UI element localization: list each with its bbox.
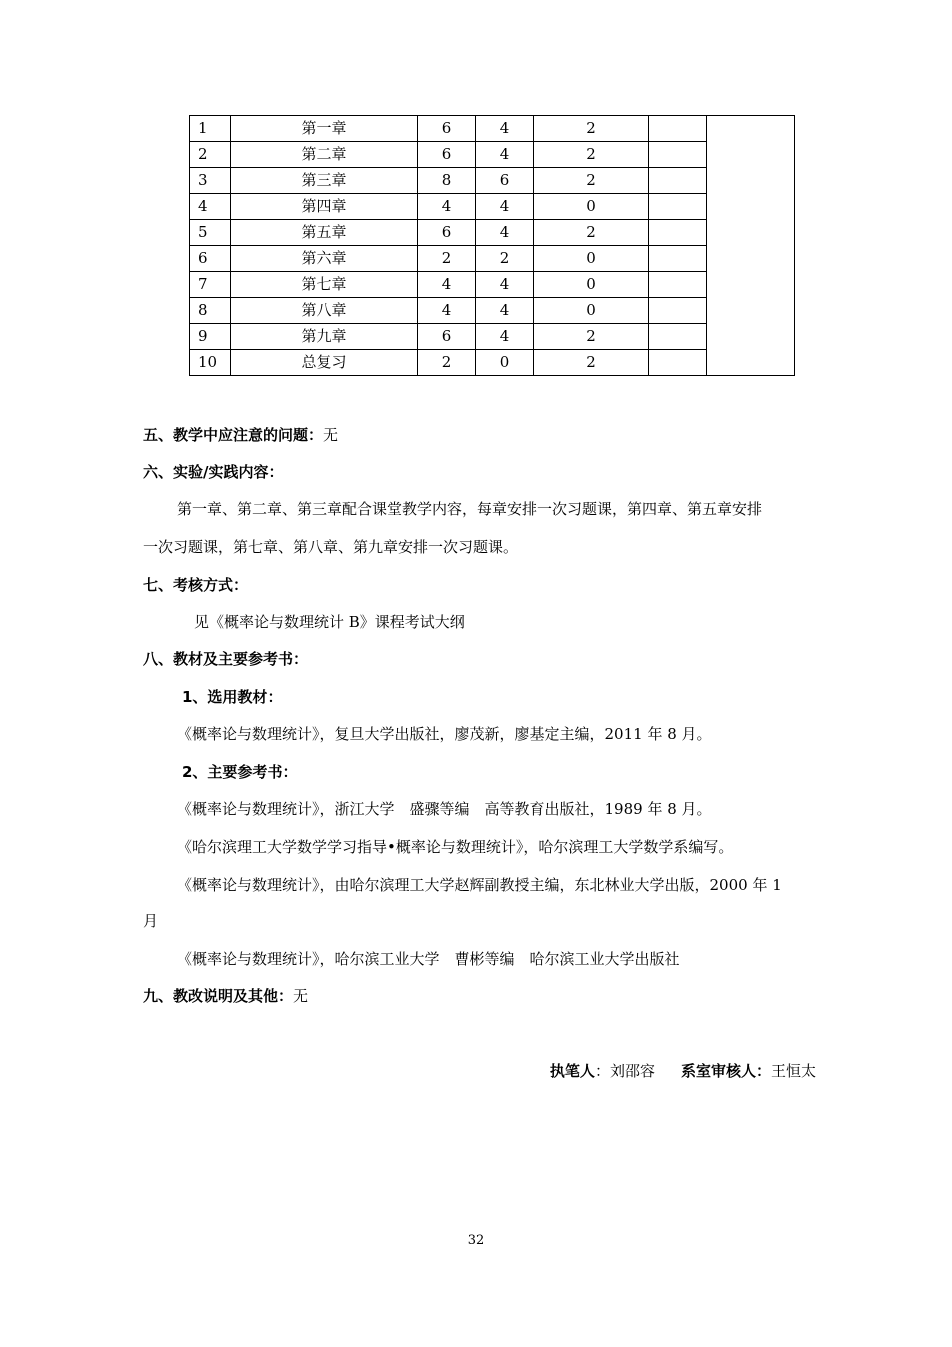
row-number-cell: 2 xyxy=(190,142,231,168)
exercise-hours-cell: 2 xyxy=(534,324,649,350)
chapter-cell: 第四章 xyxy=(231,194,418,220)
blank-cell xyxy=(649,350,707,376)
chapter-cell: 第三章 xyxy=(231,168,418,194)
section6-para-line1: 第一章、第二章、第三章配合课堂教学内容，每章安排一次习题课，第四章、第五章安排 xyxy=(177,500,763,518)
row-number-cell: 6 xyxy=(190,246,231,272)
total-hours-cell: 2 xyxy=(418,246,476,272)
section5-content: 无 xyxy=(323,426,339,444)
section6-heading: 六、实验/实践内容： xyxy=(143,463,284,481)
row-number-cell: 9 xyxy=(190,324,231,350)
merged-remarks-cell xyxy=(707,116,795,376)
signature-line xyxy=(550,1060,816,1081)
chapter-cell: 第五章 xyxy=(231,220,418,246)
blank-cell xyxy=(649,194,707,220)
total-hours-cell: 4 xyxy=(418,298,476,324)
section5-line xyxy=(143,425,852,445)
section7-heading: 七、考核方式： xyxy=(143,576,249,594)
blank-cell xyxy=(649,168,707,194)
lecture-hours-cell: 4 xyxy=(476,298,534,324)
total-hours-cell: 4 xyxy=(418,194,476,220)
exercise-hours-cell: 0 xyxy=(534,246,649,272)
lecture-hours-cell: 4 xyxy=(476,116,534,142)
chapter-cell: 第八章 xyxy=(231,298,418,324)
section8-heading: 八、教材及主要参考书： xyxy=(143,650,309,668)
total-hours-cell: 6 xyxy=(418,116,476,142)
lecture-hours-cell: 4 xyxy=(476,324,534,350)
total-hours-cell: 6 xyxy=(418,220,476,246)
lecture-hours-cell: 4 xyxy=(476,194,534,220)
table-row xyxy=(190,220,795,246)
exercise-hours-cell: 2 xyxy=(534,168,649,194)
row-number-cell: 4 xyxy=(190,194,231,220)
total-hours-cell: 6 xyxy=(418,324,476,350)
total-hours-cell: 8 xyxy=(418,168,476,194)
table-row xyxy=(190,272,795,298)
row-number-cell: 1 xyxy=(190,116,231,142)
author-label: 执笔人 xyxy=(549,1062,595,1080)
chapter-cell: 第六章 xyxy=(231,246,418,272)
section7-content: 见《概率论与数理统计 B》课程考试大纲 xyxy=(194,613,465,631)
section9-line xyxy=(143,986,852,1006)
lecture-hours-cell: 4 xyxy=(476,272,534,298)
section9-heading: 九、教改说明及其他： xyxy=(143,987,294,1005)
blank-cell xyxy=(649,116,707,142)
author-separator: ： xyxy=(594,1062,610,1080)
reviewer-name: 王恒太 xyxy=(770,1062,816,1080)
section8-sub1-heading: 1、选用教材： xyxy=(182,688,283,706)
table-row xyxy=(190,324,795,350)
exercise-hours-cell: 2 xyxy=(534,142,649,168)
exercise-hours-cell: 0 xyxy=(534,194,649,220)
exercise-hours-cell: 2 xyxy=(534,350,649,376)
row-number-cell: 5 xyxy=(190,220,231,246)
exercise-hours-cell: 2 xyxy=(534,116,649,142)
exercise-hours-cell: 2 xyxy=(534,220,649,246)
textbook-entry: 《概率论与数理统计》，复旦大学出版社，廖茂新，廖基定主编，2011 年 8 月。 xyxy=(177,725,712,743)
reference-4: 《概率论与数理统计》，哈尔滨工业大学 曹彬等编 哈尔滨工业大学出版社 xyxy=(177,950,680,968)
blank-cell xyxy=(649,298,707,324)
lecture-hours-cell: 4 xyxy=(476,142,534,168)
table-row xyxy=(190,168,795,194)
table-row xyxy=(190,246,795,272)
row-number-cell: 7 xyxy=(190,272,231,298)
chapter-cell: 总复习 xyxy=(231,350,418,376)
author-name: 刘邵容 xyxy=(609,1062,655,1080)
lecture-hours-cell: 2 xyxy=(476,246,534,272)
chapter-cell: 第一章 xyxy=(231,116,418,142)
table-row xyxy=(190,116,795,142)
lecture-hours-cell: 0 xyxy=(476,350,534,376)
section5-heading: 五、教学中应注意的问题： xyxy=(143,426,324,444)
table-row xyxy=(190,194,795,220)
blank-cell xyxy=(649,220,707,246)
section6-para-line2: 一次习题课，第七章、第八章、第九章安排一次习题课。 xyxy=(143,538,519,556)
exercise-hours-cell: 0 xyxy=(534,298,649,324)
total-hours-cell: 4 xyxy=(418,272,476,298)
lecture-hours-cell: 4 xyxy=(476,220,534,246)
exercise-hours-cell: 0 xyxy=(534,272,649,298)
section8-sub2-heading: 2、主要参考书： xyxy=(182,763,298,781)
hours-table-body xyxy=(190,116,795,376)
total-hours-cell: 6 xyxy=(418,142,476,168)
row-number-cell: 10 xyxy=(190,350,231,376)
page-number: 32 xyxy=(467,1233,485,1248)
blank-cell xyxy=(649,272,707,298)
reference-1: 《概率论与数理统计》，浙江大学 盛骤等编 高等教育出版社，1989 年 8 月。 xyxy=(177,800,712,818)
hours-table xyxy=(189,115,795,376)
chapter-cell: 第二章 xyxy=(231,142,418,168)
table-row xyxy=(190,298,795,324)
blank-cell xyxy=(649,142,707,168)
reference-3-line2: 月 xyxy=(143,912,159,930)
row-number-cell: 3 xyxy=(190,168,231,194)
lecture-hours-cell: 6 xyxy=(476,168,534,194)
total-hours-cell: 2 xyxy=(418,350,476,376)
reference-3-line1: 《概率论与数理统计》，由哈尔滨理工大学赵辉副教授主编，东北林业大学出版，2000 年 1 xyxy=(177,876,782,894)
row-number-cell: 8 xyxy=(190,298,231,324)
table-row xyxy=(190,142,795,168)
chapter-cell: 第七章 xyxy=(231,272,418,298)
table-row xyxy=(190,350,795,376)
section9-content: 无 xyxy=(293,987,309,1005)
blank-cell xyxy=(649,324,707,350)
reviewer-label: 系室审核人： xyxy=(680,1062,771,1080)
blank-cell xyxy=(649,246,707,272)
reference-2: 《哈尔滨理工大学数学学习指导•概率论与数理统计》，哈尔滨理工大学数学系编写。 xyxy=(177,838,734,856)
chapter-cell: 第九章 xyxy=(231,324,418,350)
